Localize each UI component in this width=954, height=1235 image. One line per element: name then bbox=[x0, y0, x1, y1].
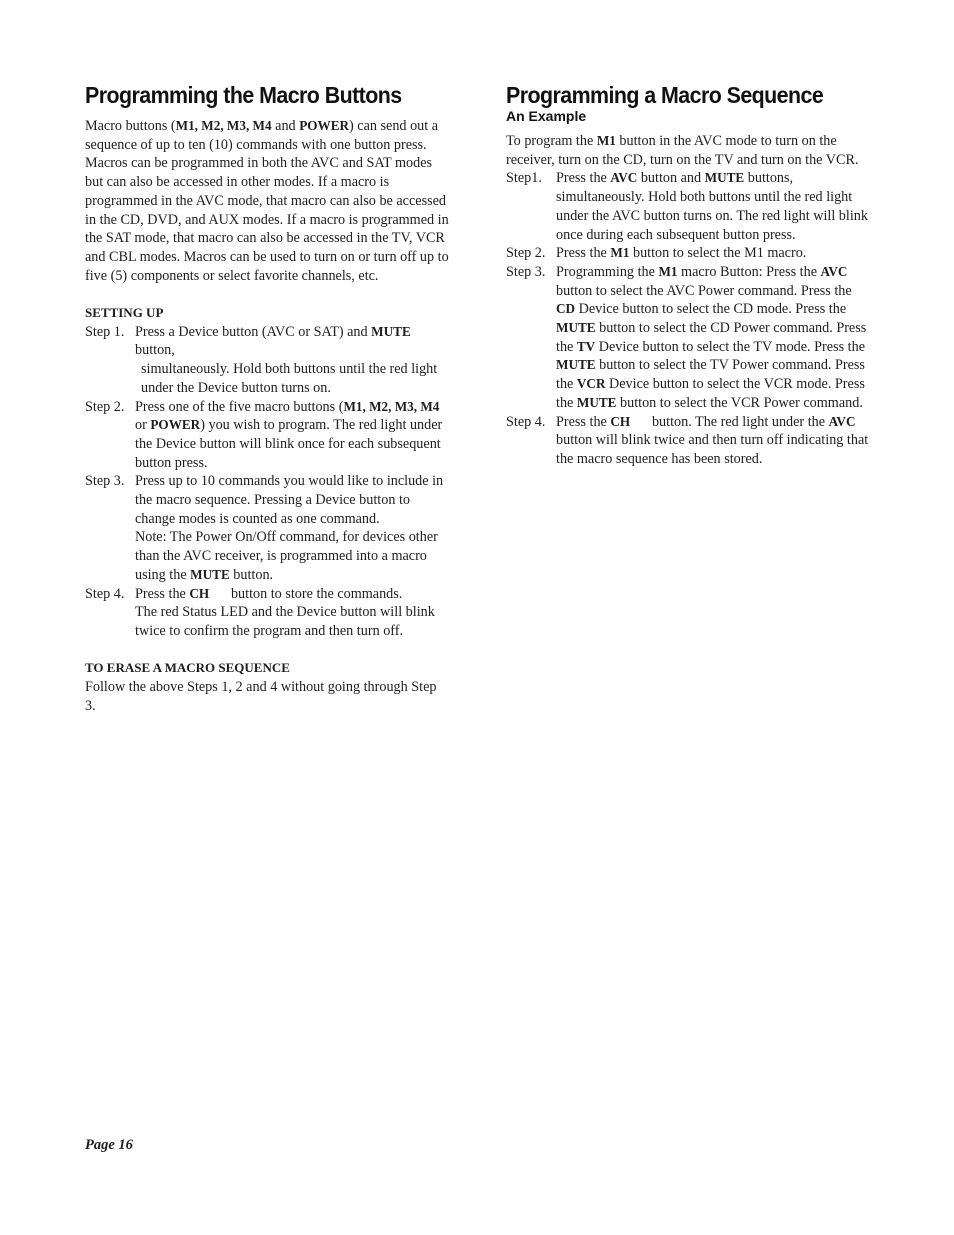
erase-text: Follow the above Steps 1, 2 and 4 without going through Step 3. bbox=[85, 679, 437, 714]
setup-step-2: Step 2. Press one of the five macro buttons (M1, M2, M3, M4 or POWER) you wish to program. The red light under the Device button will blink once for each subsequent button press. bbox=[85, 398, 443, 471]
left-title: Programming the Macro Buttons bbox=[85, 82, 402, 108]
left-column bbox=[85, 80, 450, 715]
right-title: Programming a Macro Sequence bbox=[506, 82, 824, 108]
example-intro: To program the M1 button in the AVC mode to turn on the receiver, turn on the CD, turn on the TV and turn on the VCR. bbox=[506, 133, 859, 168]
macro-intro: Macro buttons (M1, M2, M3, M4 and POWER) can send out a sequence of up to ten (10) commands with one button press. Macros can be programmed in both the AVC and SAT modes but can also be accessed in other modes. If a macro is programmed in the AVC mode, that macro can also be accessed in the CD, DVD, and AUX modes. If a macro is programmed in the SAT mode, that macro can also be accessed in the TV, VCR and CBL modes. Macros can be used to turn on or turn off up to five (5) components or select favorite channels, etc. bbox=[85, 118, 449, 284]
setup-step-3: Step 3. Press up to 10 commands you would like to include in the macro sequence. Pressing a Device button to change modes is counted as one command. Note: The Power On/Off command, for devices other than the AVC receiver, is programmed into a macro using the MUTE button. bbox=[85, 472, 450, 584]
power-note: Note: The Power On/Off command, for devices other than the AVC receiver, is programmed into a macro using the MUTE button. bbox=[135, 529, 438, 583]
setup-step-4: Step 4. Press the CH button to store the commands. The red Status LED and the Device button will blink twice to confirm the program and then turn off. bbox=[85, 585, 435, 639]
example-step-2: Step 2. Press the M1 button to select the M1 macro. bbox=[506, 245, 807, 262]
erase-heading: TO ERASE A MACRO SEQUENCE bbox=[85, 660, 290, 676]
right-subtitle: An Example bbox=[506, 108, 587, 124]
example-step-3: Step 3. Programming the M1 macro Button: Press the AVC button to select the AVC Power command. Press the CD Device button to select the CD mode. Press the MUTE button to select the CD Power command. Press the TV Device button to select the TV mode. Press the MUTE button to select the TV Power command. Press the VCR Device button to select the VCR mode. Press the MUTE button to select the VCR Power command. bbox=[506, 263, 867, 411]
example-step-4: Step 4. Press the CH button. The red light under the AVC button will blink twice and then turn off indicating that the macro sequence has been stored. bbox=[506, 413, 869, 467]
example-step-1: Step1. Press the AVC button and MUTE buttons, simultaneously. Hold both buttons until the red light under the AVC button turns on. The red light will blink once during each subsequent button press. bbox=[506, 170, 868, 243]
right-column bbox=[506, 80, 871, 469]
setting-up-heading: SETTING UP bbox=[85, 305, 164, 321]
setup-step-1: Step 1. Press a Device button (AVC or SAT) and MUTE button, simultaneously. Hold both buttons until the red light under the Device button turns on. bbox=[85, 323, 438, 396]
page-number: Page 16 bbox=[85, 1137, 133, 1153]
